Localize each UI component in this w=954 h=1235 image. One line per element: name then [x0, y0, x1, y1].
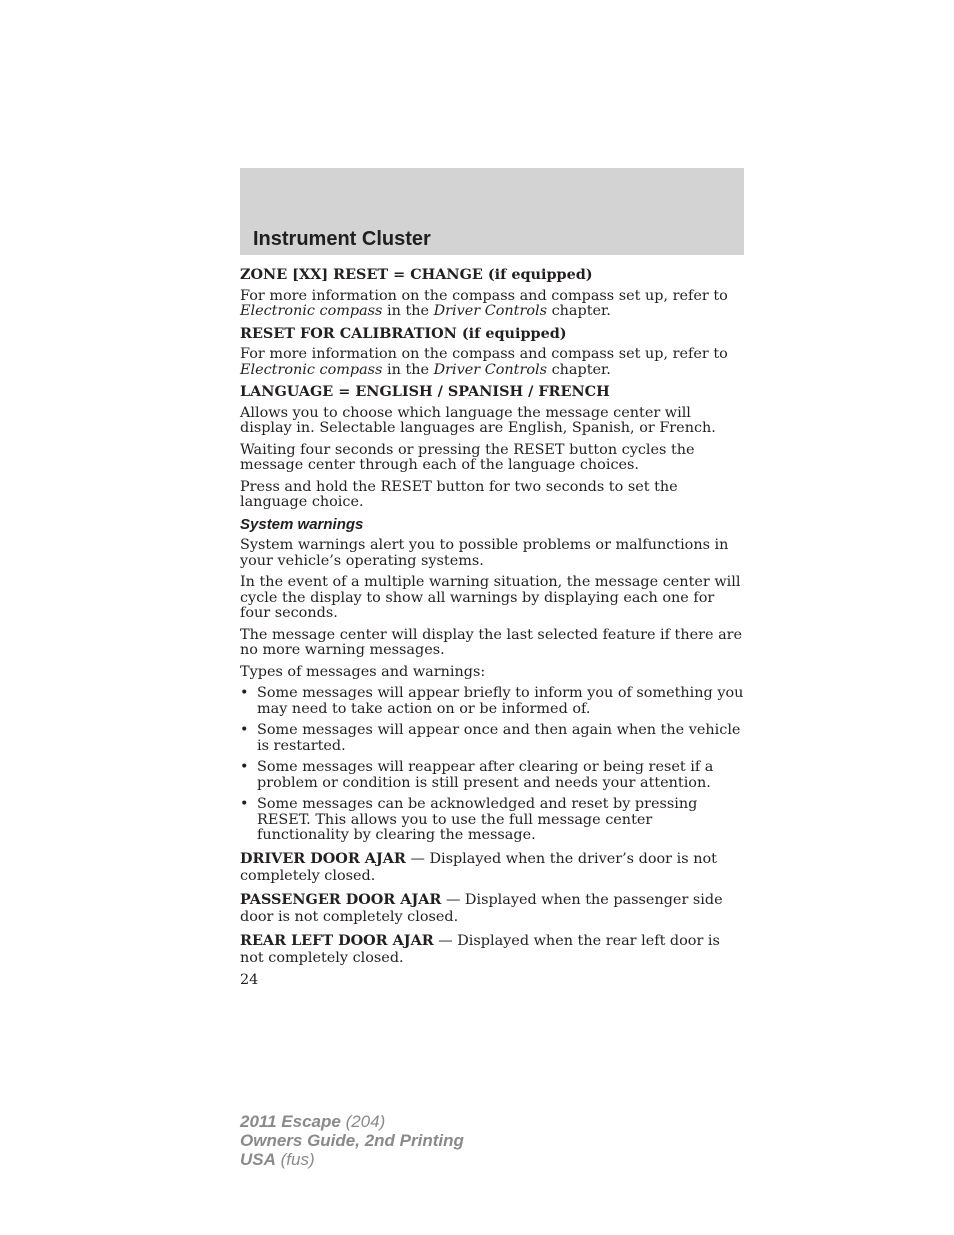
- section-heading-language: LANGUAGE = ENGLISH / SPANISH / FRENCH: [240, 383, 610, 400]
- system-warnings-paragraph: Types of messages and warnings:: [240, 663, 486, 680]
- warning-rear-left-door-ajar: REAR LEFT DOOR AJAR — Displayed when the rear left door is not completely closed.: [240, 931, 720, 966]
- document-footer: [240, 1112, 464, 1169]
- bullet-icon: •: [240, 759, 249, 775]
- chapter-header-band: [240, 168, 744, 255]
- language-paragraph: Press and hold the RESET button for two seconds to set the language choice.: [240, 478, 678, 510]
- section-heading-reset-calibration: RESET FOR CALIBRATION (if equipped): [240, 324, 567, 342]
- compass-reference-2: For more information on the compass and compass set up, refer to Electronic compass in the Driver Controls chapter.: [240, 346, 728, 378]
- list-item: • Some messages will appear once and then again when the vehicle is restarted.: [240, 722, 741, 754]
- list-item: • Some messages will reappear after clearing or being reset if a problem or condition is still present and needs your attention.: [240, 759, 714, 791]
- message-types-list: [240, 686, 746, 844]
- footer-market-line: USA (fus): [240, 1150, 315, 1169]
- section-heading-zone-reset: ZONE [XX] RESET = CHANGE (if equipped): [240, 266, 593, 283]
- bullet-icon: •: [240, 722, 249, 738]
- list-item: • Some messages will appear briefly to inform you of something you may need to take action on or be informed of.: [240, 685, 744, 717]
- footer-guide-line: Owners Guide, 2nd Printing: [240, 1131, 464, 1150]
- page-content: [240, 267, 746, 988]
- reference-driver-controls: Driver Controls: [433, 303, 548, 319]
- system-warnings-paragraph: In the event of a multiple warning situation, the message center will cycle the display to show all warnings by displaying each one for four seconds.: [240, 574, 741, 621]
- reference-driver-controls: Driver Controls: [433, 361, 548, 378]
- reference-electronic-compass: Electronic compass: [240, 303, 383, 319]
- language-paragraph: Allows you to choose which language the message center will display in. Selectable languages are English, Spanish, or French.: [240, 404, 716, 436]
- footer-model-line: 2011 Escape (204): [240, 1112, 386, 1131]
- warning-passenger-door-ajar: PASSENGER DOOR AJAR — Displayed when the passenger side door is not completely closed.: [240, 890, 723, 925]
- system-warnings-paragraph: System warnings alert you to possible problems or malfunctions in your vehicle’s operating systems.: [240, 537, 729, 569]
- language-paragraph: Waiting four seconds or pressing the RESET button cycles the message center through each of the language choices.: [240, 441, 695, 473]
- reference-electronic-compass: Electronic compass: [240, 361, 383, 378]
- warning-driver-door-ajar: DRIVER DOOR AJAR — Displayed when the driver’s door is not completely closed.: [240, 849, 717, 884]
- bullet-icon: •: [240, 796, 249, 812]
- chapter-title: Instrument Cluster: [253, 228, 431, 250]
- compass-reference-1: For more information on the compass and compass set up, refer to Electronic compass in the Driver Controls chapter.: [240, 287, 728, 319]
- system-warnings-paragraph: The message center will display the last selected feature if there are no more warning messages.: [240, 626, 743, 658]
- system-warnings-heading: System warnings: [240, 515, 364, 533]
- list-item: • Some messages can be acknowledged and reset by pressing RESET. This allows you to use the full message center functionality by clearing the message.: [240, 796, 698, 843]
- bullet-icon: •: [240, 685, 249, 701]
- page-number: 24: [240, 971, 259, 988]
